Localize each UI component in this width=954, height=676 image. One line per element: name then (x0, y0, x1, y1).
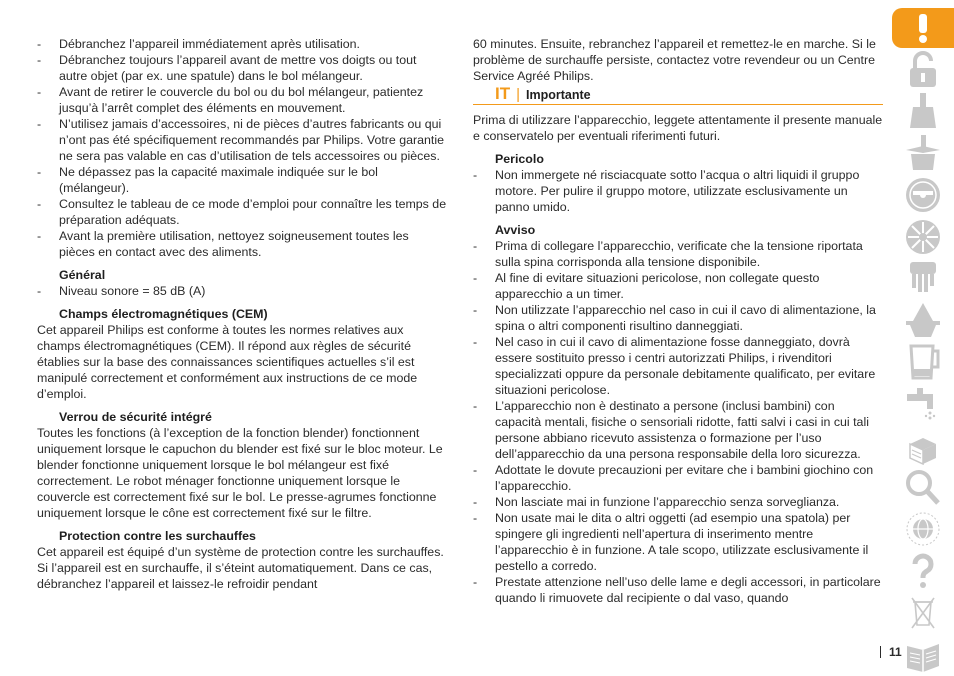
bullet-text: Adottate le dovute precauzioni per evitare che i bambini giochino con l’apparecchio. (495, 463, 874, 493)
bullet-text: Ne dépassez pas la capacité maximale indiquée sur le bol (mélangeur). (59, 165, 378, 195)
bullet-text: Avant la première utilisation, nettoyez soigneusement toutes les pièces en contact avec des aliments. (59, 229, 409, 259)
bullet-text: Avant de retirer le couvercle du bol ou du bol mélangeur, patientez jusqu’à l’arrêt complet des éléments en mouvement. (59, 85, 424, 115)
bullet-item (473, 270, 883, 302)
bullet-text: Non lasciate mai in funzione l’apparecchio senza sorveglianza. (495, 495, 840, 509)
language-code: IT (495, 84, 511, 103)
bullet-item (473, 398, 883, 462)
section-heading: Avviso (495, 223, 536, 237)
bullet-item (473, 334, 883, 398)
cleaning-tap-icon (892, 384, 954, 424)
question-icon (892, 551, 954, 591)
paragraph: Toutes les fonctions (à l’exception de la fonction blender) fonctionnent uniquement lorsque le capuchon du blender est fixé sur le bloc moteur. Le blender fonctionne uniquement lorsque le bol mélangeur est fixé correctement. Le robot ménager fonctionne uniquement lorsque le couvercle est correctement fixé sur le bol. Le presse-agrumes fonctionne uniquement lorsque le cône est correctement fixé sur le filtre. (37, 426, 443, 520)
disposal-bin-icon (892, 593, 954, 633)
french-column (37, 36, 447, 592)
bullet-dash: - (473, 463, 478, 477)
bullet-dash: - (37, 37, 42, 51)
bullet-text: Non utilizzate l’apparecchio nel caso in cui il cavo di alimentazione, la spina o altri componenti risultino danneggiati. (495, 303, 876, 333)
blender-jar-icon (892, 342, 954, 382)
bullet-dash: - (473, 495, 478, 509)
section-heading: Champs électromagnétiques (CEM) (59, 307, 268, 321)
bullet-item (37, 116, 447, 164)
bullet-text: Niveau sonore = 85 dB (A) (59, 284, 206, 298)
bullet-dash: - (37, 197, 42, 211)
bullet-item (37, 164, 447, 196)
section-heading: Général (59, 268, 106, 282)
emulsifying-disc-icon (892, 217, 954, 257)
storage-box-icon (892, 425, 954, 465)
bullet-text: Non immergete né risciacquate sotto l’acqua o altri liquidi il gruppo motore. Per pulire il gruppo motore, utilizzate esclusivamente un panno umido. (495, 168, 860, 214)
bullet-item (37, 36, 447, 52)
bullet-dash: - (473, 239, 478, 253)
italian-body (473, 112, 883, 606)
bullet-dash: - (473, 399, 478, 413)
bullet-item (473, 510, 883, 574)
section-tab-sidebar (892, 8, 954, 676)
continued-paragraph: 60 minutes. Ensuite, rebranchez l’appareil et remettez-le en marche. Si le problème de surchauffe persiste, contactez votre revendeur ou un Centre Service Agréé Philips. (473, 37, 876, 83)
bullet-item (37, 228, 447, 260)
bullet-item (37, 52, 447, 84)
bullet-dash: - (37, 117, 42, 131)
bullet-text: Al fine di evitare situazioni pericolose, non collegate questo apparecchio a un timer. (495, 271, 820, 301)
paragraph: Prima di utilizzare l’apparecchio, leggete attentamente il presente manuale e conservatelo per eventuali riferimenti futuri. (473, 113, 883, 143)
bullet-text: Débranchez l’appareil immédiatement après utilisation. (59, 37, 360, 51)
citrus-press-icon (892, 300, 954, 340)
bullet-item (473, 574, 883, 606)
bullet-dash: - (37, 165, 42, 179)
page-divider (880, 646, 881, 658)
bullet-item (473, 462, 883, 494)
bullet-item (37, 283, 447, 299)
bullet-dash: - (473, 335, 478, 349)
bullet-dash: - (37, 284, 42, 298)
bullet-text: Prima di collegare l’apparecchio, verificate che la tensione riportata sulla spina corrisponda alla tensione disponibile. (495, 239, 863, 269)
bullet-text: Débranchez toujours l’appareil avant de mettre vos doigts ou tout autre objet (par ex. une spatule) dans le bol mélangeur. (59, 53, 417, 83)
bullet-text: L’apparecchio non è destinato a persone (inclusi bambini) con capacità mentali, fisiche o sensoriali ridotte, fatti salvi i casi in cui tali persone abbiano ricevuto assistenza o formazione per l’uso dell’apparecchio da una persona responsabile della loro sicurezza. (495, 399, 869, 461)
important-icon (892, 8, 954, 48)
section-heading: Pericolo (495, 152, 544, 166)
section-heading: Verrou de sécurité intégré (59, 410, 212, 424)
section-title: Importante (526, 88, 591, 102)
bullet-text: N’utilisez jamais d’accessoires, ni de pièces d’autres fabricants ou qui n’ont pas été spécifiquement recommandés par Philips. Votre garantie ne sera pas valable en cas d’utilisation de tels accessoires ou pièces. (59, 117, 445, 163)
bullet-dash: - (473, 168, 478, 182)
page-footer (880, 644, 902, 660)
bullet-dash: - (473, 575, 478, 589)
language-separator: | (516, 86, 521, 103)
kneading-hook-icon (892, 258, 954, 298)
lock-icon (892, 49, 954, 89)
bullet-dash: - (37, 229, 42, 243)
bullet-text: Non usate mai le dita o altri oggetti (ad esempio una spatola) per spingere gli ingredienti nell’apertura di inserimento mentre l’apparecchio è in funzione. A tale scopo, utilizzate esclusivamente il pestello a corredo. (495, 511, 869, 573)
paragraph: Cet appareil est équipé d’un système de protection contre les surchauffes. Si l’appareil est en surchauffe, il s’éteint automatiquement. Dans ce cas, débranchez l’appareil et laissez-le refroidir pendant (37, 545, 444, 591)
chopper-blade-icon (892, 133, 954, 173)
bullet-text: Prestate attenzione nell’uso delle lame e degli accessori, in particolare quando li rimuovete dal recipiente o dal vaso, quando (495, 575, 881, 605)
bullet-dash: - (473, 271, 478, 285)
bullet-item (473, 238, 883, 270)
bullet-item (473, 302, 883, 334)
page-number: 11 (889, 645, 902, 659)
paragraph: Cet appareil Philips est conforme à toutes les normes relatives aux champs électromagnétiques (CEM). Il répond aux règles de sécurité établies sur la base des connaissances scientifiques actuelles s’il est manipulé correctement et conformément aux instructions de ce mode d’emploi. (37, 323, 418, 401)
bullet-dash: - (473, 511, 478, 525)
bullet-dash: - (37, 85, 42, 99)
bullet-text: Nel caso in cui il cavo di alimentazione fosse danneggiato, dovrà essere sostituito presso i centri autorizzati Philips, i rivenditori specializzati oppure da personale debitamente qualificato, per evitare situazioni pericolose. (495, 335, 876, 397)
bullet-item (37, 196, 447, 228)
bullet-dash: - (473, 303, 478, 317)
bullet-text: Consultez le tableau de ce mode d’emploi pour connaître les temps de préparation adéquats. (59, 197, 447, 227)
section-heading: Protection contre les surchauffes (59, 529, 256, 543)
bullet-item (37, 84, 447, 116)
language-header (473, 86, 883, 105)
motor-unit-icon (892, 91, 954, 131)
bullet-item (473, 167, 883, 215)
globe-icon (892, 509, 954, 549)
bullet-item (473, 494, 883, 510)
slicing-disc-icon (892, 175, 954, 215)
search-icon (892, 467, 954, 507)
italian-column (473, 36, 883, 606)
bullet-dash: - (37, 53, 42, 67)
